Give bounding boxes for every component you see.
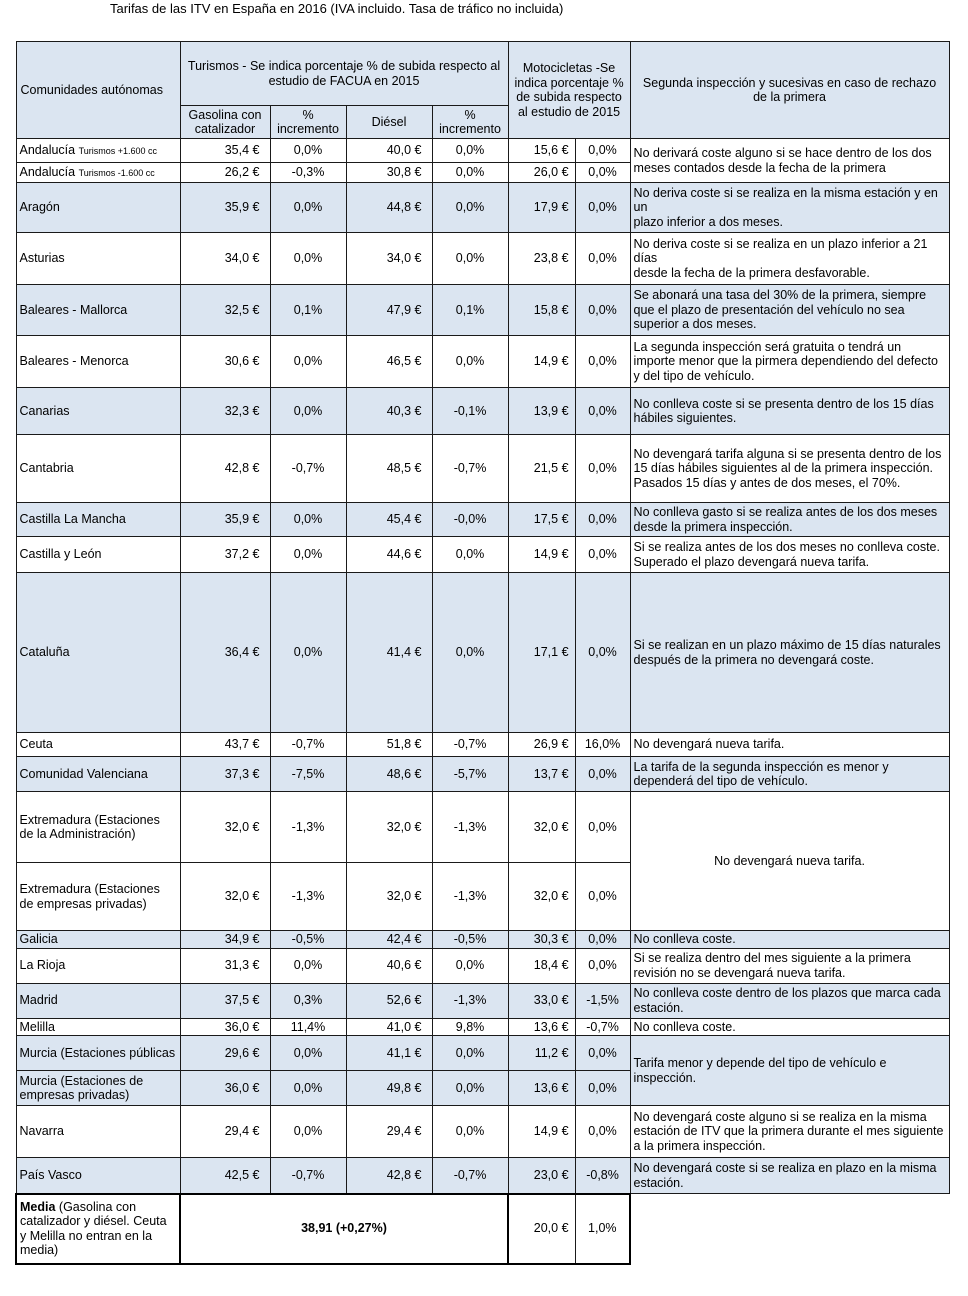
diesel-pct: 0,0% (432, 163, 508, 183)
row-note: No conlleva coste. (630, 1018, 949, 1036)
gasolina-pct: -0,5% (270, 931, 346, 949)
row-note: No devengará nueva tarifa. (630, 733, 949, 757)
gasolina-pct: -1,3% (270, 792, 346, 863)
moto-value: 30,3 € (508, 931, 575, 949)
diesel-value: 46,5 € (346, 336, 432, 388)
row-note: No devengará tarifa alguna si se presenta dentro de los 15 días hábiles siguientes al de la primera inspección. Pasados 15 días y antes de dos meses, el 70%. (630, 435, 949, 503)
moto-value: 23,8 € (508, 233, 575, 285)
gasolina-value: 31,3 € (180, 948, 270, 983)
table-row (16, 285, 949, 336)
moto-value: 21,5 € (508, 435, 575, 503)
table-row (16, 336, 949, 388)
moto-pct: 0,0% (575, 285, 630, 336)
moto-pct: 0,0% (575, 792, 630, 863)
row-name: Melilla (16, 1018, 180, 1036)
gasolina-pct: 11,4% (270, 1018, 346, 1036)
row-name: Comunidad Valenciana (16, 757, 180, 792)
media-moto-pct: 1,0% (575, 1194, 630, 1264)
gasolina-pct: 0,0% (270, 233, 346, 285)
table-row (16, 792, 949, 863)
table-row (16, 931, 949, 949)
table-row (16, 537, 949, 573)
empty-cell (630, 1194, 949, 1264)
row-name: Navarra (16, 1106, 180, 1158)
gasolina-pct: 0,0% (270, 1036, 346, 1071)
gasolina-pct: 0,0% (270, 1071, 346, 1106)
table-row (16, 573, 949, 733)
note-andalucia: No derivará coste alguno si se hace dentro de los dos meses contados desde la fecha de la primera (630, 139, 949, 183)
diesel-pct: 0,0% (432, 183, 508, 233)
moto-pct: 0,0% (575, 1036, 630, 1071)
moto-pct: 0,0% (575, 948, 630, 983)
gasolina-value: 29,6 € (180, 1036, 270, 1071)
gasolina-value: 43,7 € (180, 733, 270, 757)
gasolina-pct: 0,1% (270, 285, 346, 336)
row-note: La segunda inspección será gratuita o tendrá un importe menor que la pirmera dependiendo del defecto y del tipo de vehículo. (630, 336, 949, 388)
moto-value: 15,6 € (508, 139, 575, 163)
moto-pct: 0,0% (575, 336, 630, 388)
diesel-pct: 0,0% (432, 573, 508, 733)
moto-value: 11,2 € (508, 1036, 575, 1071)
gasolina-pct: -0,7% (270, 435, 346, 503)
moto-pct: 0,0% (575, 435, 630, 503)
row-name: Ceuta (16, 733, 180, 757)
diesel-value: 40,0 € (346, 139, 432, 163)
moto-value: 32,0 € (508, 863, 575, 931)
media-value: 38,91 (+0,27%) (180, 1194, 508, 1264)
table-row (16, 233, 949, 285)
moto-value: 17,5 € (508, 503, 575, 537)
diesel-pct: -0,5% (432, 931, 508, 949)
gasolina-value: 32,5 € (180, 285, 270, 336)
table-row (16, 757, 949, 792)
table-row (16, 435, 949, 503)
gasolina-value: 30,6 € (180, 336, 270, 388)
diesel-value: 52,6 € (346, 983, 432, 1018)
gasolina-pct: 0,3% (270, 983, 346, 1018)
moto-pct: 0,0% (575, 863, 630, 931)
diesel-value: 49,8 € (346, 1071, 432, 1106)
moto-value: 14,9 € (508, 1106, 575, 1158)
moto-value: 13,6 € (508, 1071, 575, 1106)
diesel-value: 40,3 € (346, 388, 432, 435)
gasolina-value: 42,5 € (180, 1158, 270, 1194)
table-row (16, 503, 949, 537)
diesel-pct: 0,0% (432, 1106, 508, 1158)
moto-value: 15,8 € (508, 285, 575, 336)
diesel-value: 47,9 € (346, 285, 432, 336)
row-name: Canarias (16, 388, 180, 435)
moto-value: 13,6 € (508, 1018, 575, 1036)
diesel-value: 44,6 € (346, 537, 432, 573)
gasolina-value: 42,8 € (180, 435, 270, 503)
diesel-pct: -5,7% (432, 757, 508, 792)
diesel-value: 48,5 € (346, 435, 432, 503)
diesel-value: 32,0 € (346, 792, 432, 863)
moto-pct: 0,0% (575, 757, 630, 792)
gasolina-value: 36,0 € (180, 1018, 270, 1036)
gasolina-pct: 0,0% (270, 183, 346, 233)
row-name: Andalucía Turismos +1.600 cc (16, 139, 180, 163)
gasolina-pct: 0,0% (270, 573, 346, 733)
gasolina-pct: 0,0% (270, 336, 346, 388)
gasolina-value: 29,4 € (180, 1106, 270, 1158)
gasolina-pct: 0,0% (270, 948, 346, 983)
table-row (16, 1158, 949, 1194)
gasolina-value: 37,5 € (180, 983, 270, 1018)
moto-value: 17,1 € (508, 573, 575, 733)
moto-pct: -0,7% (575, 1018, 630, 1036)
diesel-value: 29,4 € (346, 1106, 432, 1158)
diesel-pct: -0,7% (432, 1158, 508, 1194)
moto-value: 26,9 € (508, 733, 575, 757)
moto-pct: 0,0% (575, 931, 630, 949)
row-name: Castilla y León (16, 537, 180, 573)
row-name: La Rioja (16, 948, 180, 983)
row-name: Murcia (Estaciones de empresas privadas) (16, 1071, 180, 1106)
moto-value: 32,0 € (508, 792, 575, 863)
diesel-value: 42,4 € (346, 931, 432, 949)
note-murcia: Tarifa menor y depende del tipo de vehículo e inspección. (630, 1036, 949, 1106)
gasolina-pct: -0,7% (270, 733, 346, 757)
diesel-value: 45,4 € (346, 503, 432, 537)
row-name: Extremadura (Estaciones de empresas privadas) (16, 863, 180, 931)
diesel-pct: -0,0% (432, 503, 508, 537)
diesel-pct: 0,0% (432, 233, 508, 285)
moto-pct: -0,8% (575, 1158, 630, 1194)
gasolina-value: 35,9 € (180, 183, 270, 233)
row-name: País Vasco (16, 1158, 180, 1194)
diesel-pct: 0,0% (432, 139, 508, 163)
gasolina-pct: 0,0% (270, 388, 346, 435)
moto-pct: 0,0% (575, 503, 630, 537)
moto-value: 13,9 € (508, 388, 575, 435)
note-extremadura: No devengará nueva tarifa. (630, 792, 949, 931)
moto-pct: 0,0% (575, 573, 630, 733)
row-note: Si se realiza antes de los dos meses no conlleva coste. Superado el plazo devengará nueva tarifa. (630, 537, 949, 573)
moto-pct: -1,5% (575, 983, 630, 1018)
moto-value: 33,0 € (508, 983, 575, 1018)
page-title: Tarifas de las ITV en España en 2016 (IVA incluido. Tasa de tráfico no incluida) (110, 1, 564, 16)
table-row (16, 183, 949, 233)
moto-pct: 0,0% (575, 388, 630, 435)
gasolina-value: 34,9 € (180, 931, 270, 949)
table-row (16, 139, 949, 163)
moto-pct: 0,0% (575, 1071, 630, 1106)
media-moto-value: 20,0 € (508, 1194, 575, 1264)
gasolina-value: 34,0 € (180, 233, 270, 285)
diesel-value: 48,6 € (346, 757, 432, 792)
table-row (16, 1036, 949, 1071)
diesel-value: 34,0 € (346, 233, 432, 285)
diesel-pct: 9,8% (432, 1018, 508, 1036)
gasolina-value: 35,4 € (180, 139, 270, 163)
moto-value: 18,4 € (508, 948, 575, 983)
moto-pct: 0,0% (575, 163, 630, 183)
row-note: No devengará coste alguno si se realiza en la misma estación de ITV que la primera durante el mes siguiente a la primera inspección. (630, 1106, 949, 1158)
diesel-value: 41,1 € (346, 1036, 432, 1071)
gasolina-pct: -1,3% (270, 863, 346, 931)
gasolina-value: 32,0 € (180, 863, 270, 931)
moto-pct: 0,0% (575, 233, 630, 285)
header-pct-gasolina: % incremento (270, 106, 346, 139)
table-row (16, 948, 949, 983)
gasolina-value: 37,3 € (180, 757, 270, 792)
header-segunda-inspeccion: Segunda inspección y sucesivas en caso de rechazo de la primera (630, 42, 949, 139)
header-motocicletas: Motocicletas -Se indica porcentaje % de subida respecto al estudio de 2015 (508, 42, 630, 139)
diesel-value: 40,6 € (346, 948, 432, 983)
media-row (16, 1194, 949, 1264)
row-note: No conlleva gasto si se realiza antes de los dos meses desde la primera inspección. (630, 503, 949, 537)
header-gasolina: Gasolina con catalizador (180, 106, 270, 139)
row-name: Baleares - Mallorca (16, 285, 180, 336)
diesel-pct: 0,0% (432, 1036, 508, 1071)
gasolina-pct: 0,0% (270, 503, 346, 537)
gasolina-pct: -7,5% (270, 757, 346, 792)
row-note: Si se realizan en un plazo máximo de 15 días naturales después de la primera no devengará coste. (630, 573, 949, 733)
header-comunidades: Comunidades autónomas (16, 42, 180, 139)
moto-value: 23,0 € (508, 1158, 575, 1194)
diesel-value: 42,8 € (346, 1158, 432, 1194)
diesel-pct: 0,1% (432, 285, 508, 336)
diesel-pct: -1,3% (432, 792, 508, 863)
row-name: Andalucía Turismos -1.600 cc (16, 163, 180, 183)
gasolina-pct: -0,7% (270, 1158, 346, 1194)
moto-pct: 0,0% (575, 1106, 630, 1158)
row-name: Madrid (16, 983, 180, 1018)
diesel-value: 41,4 € (346, 573, 432, 733)
row-name: Aragón (16, 183, 180, 233)
diesel-value: 32,0 € (346, 863, 432, 931)
table-row (16, 388, 949, 435)
moto-pct: 16,0% (575, 733, 630, 757)
gasolina-value: 36,0 € (180, 1071, 270, 1106)
row-note: No conlleva coste si se presenta dentro de los 15 días hábiles siguientes. (630, 388, 949, 435)
gasolina-value: 32,0 € (180, 792, 270, 863)
row-note: No devengará coste si se realiza en plazo en la misma estación. (630, 1158, 949, 1194)
row-name: Asturias (16, 233, 180, 285)
row-name: Galicia (16, 931, 180, 949)
gasolina-value: 36,4 € (180, 573, 270, 733)
itv-tariffs-table (15, 41, 950, 1265)
diesel-pct: 0,0% (432, 1071, 508, 1106)
row-note: No conlleva coste dentro de los plazos que marca cada estación. (630, 983, 949, 1018)
moto-value: 26,0 € (508, 163, 575, 183)
gasolina-value: 26,2 € (180, 163, 270, 183)
moto-pct: 0,0% (575, 183, 630, 233)
diesel-pct: 0,0% (432, 948, 508, 983)
diesel-value: 51,8 € (346, 733, 432, 757)
gasolina-value: 35,9 € (180, 503, 270, 537)
moto-value: 13,7 € (508, 757, 575, 792)
row-note: No deriva coste si se realiza en la misma estación y en un plazo inferior a dos meses. (630, 183, 949, 233)
gasolina-pct: -0,3% (270, 163, 346, 183)
media-label: Media (Gasolina con catalizador y diésel. Ceuta y Melilla no entran en la media) (16, 1194, 180, 1264)
header-turismos: Turismos - Se indica porcentaje % de subida respecto al estudio de FACUA en 2015 (180, 42, 508, 106)
row-name: Cataluña (16, 573, 180, 733)
header-pct-diesel: % incremento (432, 106, 508, 139)
header-diesel: Diésel (346, 106, 432, 139)
gasolina-pct: 0,0% (270, 1106, 346, 1158)
diesel-pct: -1,3% (432, 863, 508, 931)
gasolina-value: 37,2 € (180, 537, 270, 573)
gasolina-value: 32,3 € (180, 388, 270, 435)
table-row (16, 1106, 949, 1158)
row-name: Cantabria (16, 435, 180, 503)
moto-pct: 0,0% (575, 537, 630, 573)
row-note: La tarifa de la segunda inspección es menor y dependerá del tipo de vehículo. (630, 757, 949, 792)
table-row (16, 733, 949, 757)
gasolina-pct: 0,0% (270, 537, 346, 573)
diesel-pct: 0,0% (432, 537, 508, 573)
row-note: Se abonará una tasa del 30% de la primera, siempre que el plazo de presentación del vehículo no sea superior a dos meses. (630, 285, 949, 336)
table-row (16, 983, 949, 1018)
diesel-pct: -0,1% (432, 388, 508, 435)
gasolina-pct: 0,0% (270, 139, 346, 163)
diesel-value: 44,8 € (346, 183, 432, 233)
diesel-pct: 0,0% (432, 336, 508, 388)
table-row (16, 1018, 949, 1036)
moto-value: 14,9 € (508, 537, 575, 573)
diesel-pct: -0,7% (432, 435, 508, 503)
diesel-pct: -0,7% (432, 733, 508, 757)
row-note: No conlleva coste. (630, 931, 949, 949)
diesel-value: 30,8 € (346, 163, 432, 183)
row-name: Castilla La Mancha (16, 503, 180, 537)
diesel-value: 41,0 € (346, 1018, 432, 1036)
row-name: Murcia (Estaciones públicas (16, 1036, 180, 1071)
row-name: Baleares - Menorca (16, 336, 180, 388)
moto-value: 17,9 € (508, 183, 575, 233)
diesel-pct: -1,3% (432, 983, 508, 1018)
row-note: Si se realiza dentro del mes siguiente a la primera revisión no se devengará nueva tarifa. (630, 948, 949, 983)
row-note: No deriva coste si se realiza en un plazo inferior a 21 días desde la fecha de la primera desfavorable. (630, 233, 949, 285)
moto-pct: 0,0% (575, 139, 630, 163)
moto-value: 14,9 € (508, 336, 575, 388)
row-name: Extremadura (Estaciones de la Administración) (16, 792, 180, 863)
